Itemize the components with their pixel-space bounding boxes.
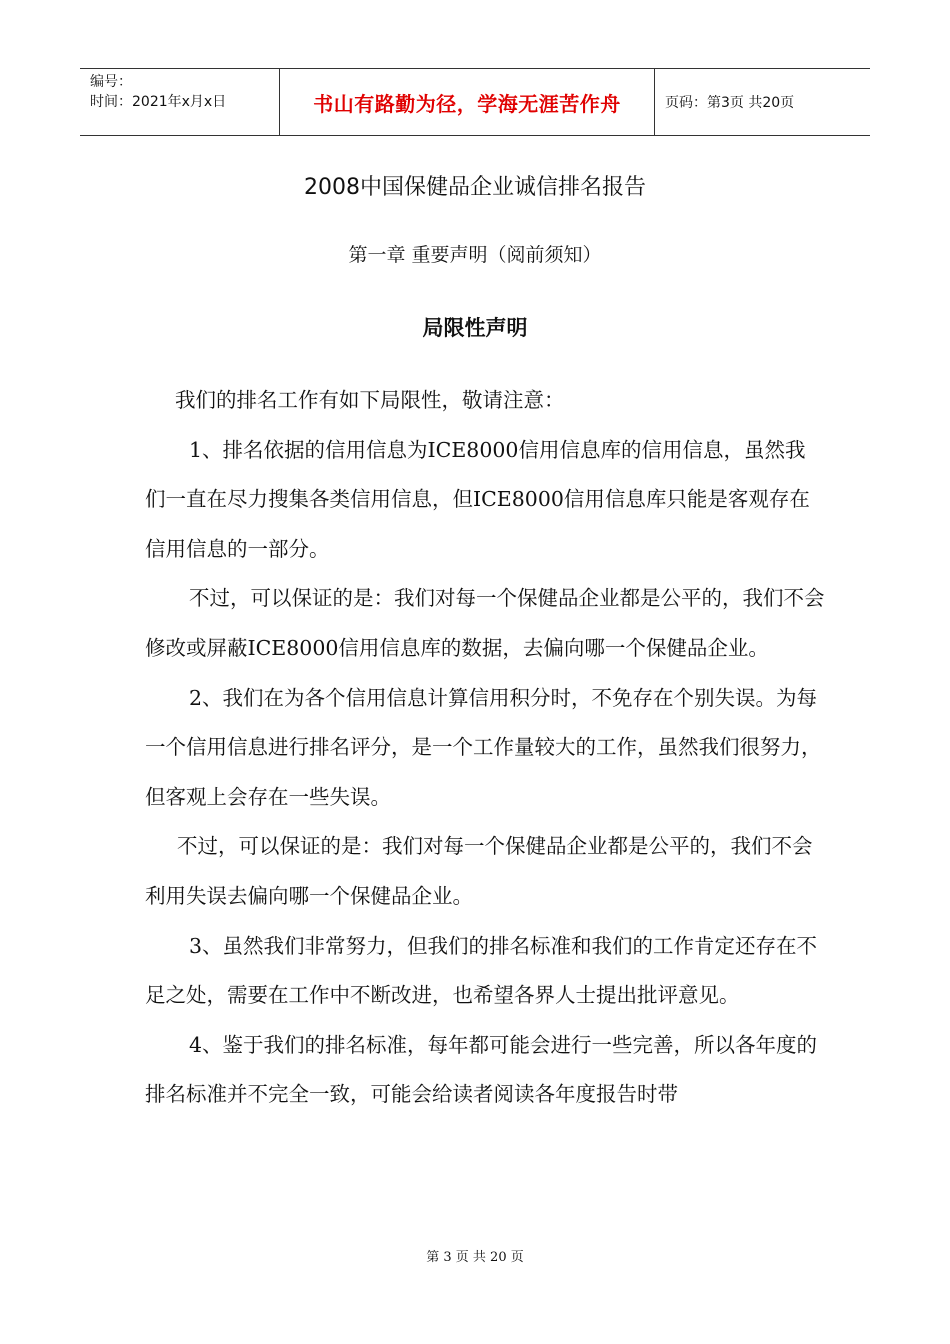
paragraph: 不过，可以保证的是：我们对每一个保健品企业都是公平的，我们不会利用失误去偏向哪一个保健品企业。 xyxy=(145,834,813,908)
document-title: 2008中国保健品企业诚信排名报告 xyxy=(304,175,646,200)
paragraph: 我们的排名工作有如下局限性，敬请注意： xyxy=(175,388,565,412)
paragraph: 1、排名依据的信用信息为ICE8000信用信息库的信用信息，虽然我们一直在尽力搜集各类信用信息，但ICE8000信用信息库只能是客观存在信用信息的一部分。 xyxy=(145,437,810,561)
number-label: 编号： xyxy=(90,74,132,90)
paragraph: 4、鉴于我们的排名标准，每年都可能会进行一些完善，所以各年度的排名标准并不完全一致，可能会给读者阅读各年度报告时带 xyxy=(145,1032,818,1107)
document-body xyxy=(145,376,825,1120)
page-header xyxy=(80,68,870,136)
header-page-info: 页码：第3页 共20页 xyxy=(665,95,795,111)
header-motto: 书山有路勤为径，学海无涯苦作舟 xyxy=(280,69,655,135)
paragraph: 3、虽然我们非常努力，但我们的排名标准和我们的工作肯定还存在不足之处，需要在工作中不断改进，也希望各界人士提出批评意见。 xyxy=(145,933,818,1008)
paragraph: 不过，可以保证的是：我们对每一个保健品企业都是公平的，我们不会修改或屏蔽ICE8000信用信息库的数据，去偏向哪一个保健品企业。 xyxy=(145,586,825,660)
paragraph: 2、我们在为各个信用信息计算信用积分时，不免存在个别失误。为每一个信用信息进行排名评分，是一个工作量较大的工作，虽然我们很努力，但客观上会存在一些失误。 xyxy=(145,685,822,809)
page-footer: 第 3 页 共 20 页 xyxy=(426,1250,524,1265)
header-meta xyxy=(80,69,280,135)
time-label: 时间：2021年x月x日 xyxy=(90,94,227,110)
section-title: 局限性声明 xyxy=(422,316,528,340)
chapter-title: 第一章 重要声明（阅前须知） xyxy=(348,244,602,266)
